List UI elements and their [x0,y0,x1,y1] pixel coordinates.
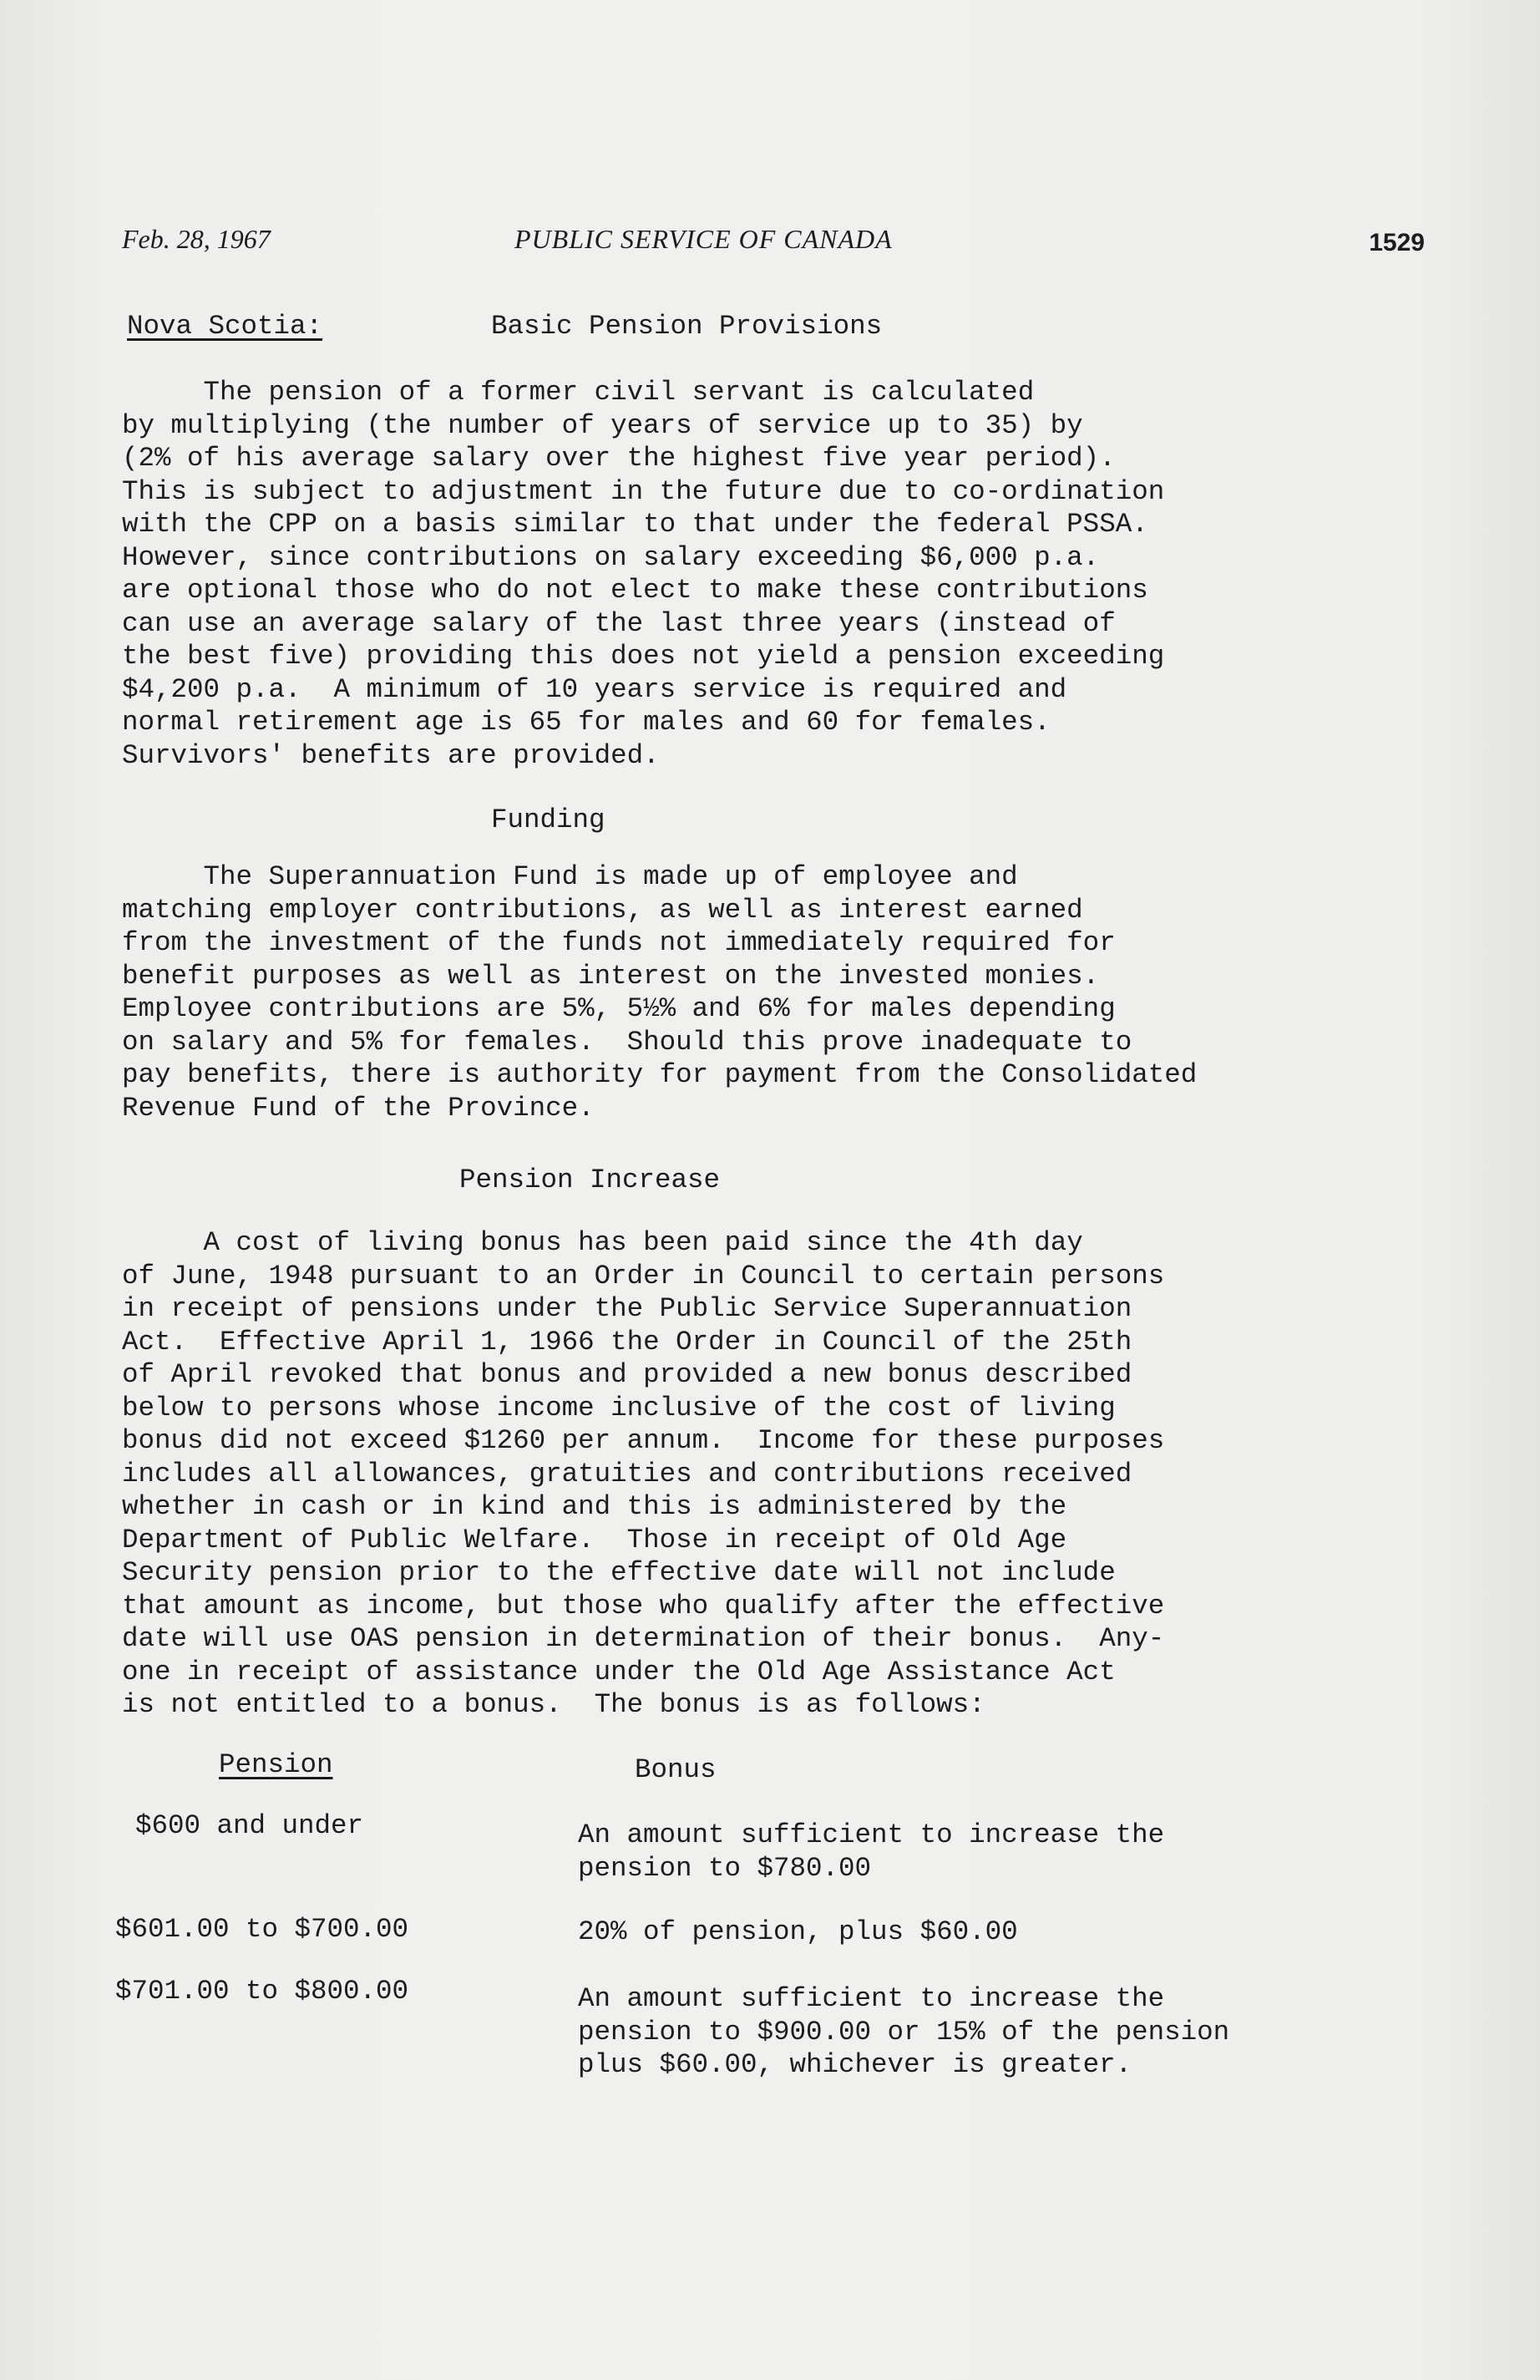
column-header-pension: Pension [219,1749,333,1780]
heading-funding: Funding [491,804,605,835]
heading-basic-pension-provisions: Basic Pension Provisions [491,311,883,342]
table-row-bonus: 20% of pension, plus $60.00 [578,1916,1018,1947]
province-label: Nova Scotia: [127,311,323,342]
column-header-bonus: Bonus [635,1754,717,1785]
paragraph-funding: The Superannuation Fund is made up of employee and matching employer contributions, as well as interest earned from the investment of the funds not immediately required for benefit purposes as well as interest on the invested monies. Employee contributions are 5%, 5½% and 6% for males depending on salary and 5% for females. Should this prove inadequate to pay benefits, there is authority for payment from the Consolidated Revenue Fund of the Province. [122,861,1198,1124]
running-header [122,224,1425,266]
page-number: 1529 [1369,229,1425,256]
table-row-bonus: An amount sufficient to increase the pension to $900.00 or 15% of the pension plus $60.00, whichever is greater. [578,1983,1230,2080]
table-row-pension: $701.00 to $800.00 [115,1976,409,2007]
header-date: Feb. 28, 1967 [122,224,271,254]
table-row-pension: $600 and under [135,1810,364,1841]
heading-pension-increase: Pension Increase [459,1165,721,1195]
table-row-bonus: An amount sufficient to increase the pension to $780.00 [578,1819,1165,1884]
paragraph-basic-provisions: The pension of a former civil servant is calculated by multiplying (the number of years of service up to 35) by (2% of his average salary over the highest five year period). This is subject to adjustment in the future due to co-ordination with the CPP on a basis similar to that under the federal PSSA. However, since contributions on salary exceeding $6,000 p.a. are optional those who do not elect to make these contributions can use an average salary of the last three years (instead of the best five) providing this does not yield a pension exceeding $4,200 p.a. A minimum of 10 years service is required and normal retirement age is 65 for males and 60 for females. Survivors' benefits are provided. [122,377,1165,771]
paragraph-pension-increase: A cost of living bonus has been paid since the 4th day of June, 1948 pursuant to an Order in Council to certain persons in receipt of pensions under the Public Service Superannuation Act. Effective April 1, 1966 the Order in Council of the 25th of April revoked that bonus and provided a new bonus described below to persons whose income inclusive of the cost of living bonus did not exceed $1260 per annum. Income for these purposes includes all allowances, gratuities and contributions received whether in cash or in kind and this is administered by the Department of Public Welfare. Those in receipt of Old Age Security pension prior to the effective date will not include that amount as income, but those who qualify after the effective date will use OAS pension in determination of their bonus. Any- one in receipt of assistance under the Old Age Assistance Act is not entitled to a bonus. The bonus is as follows: [122,1227,1165,1720]
header-title: PUBLIC SERVICE OF CANADA [514,224,893,254]
table-row-pension: $601.00 to $700.00 [115,1914,409,1945]
